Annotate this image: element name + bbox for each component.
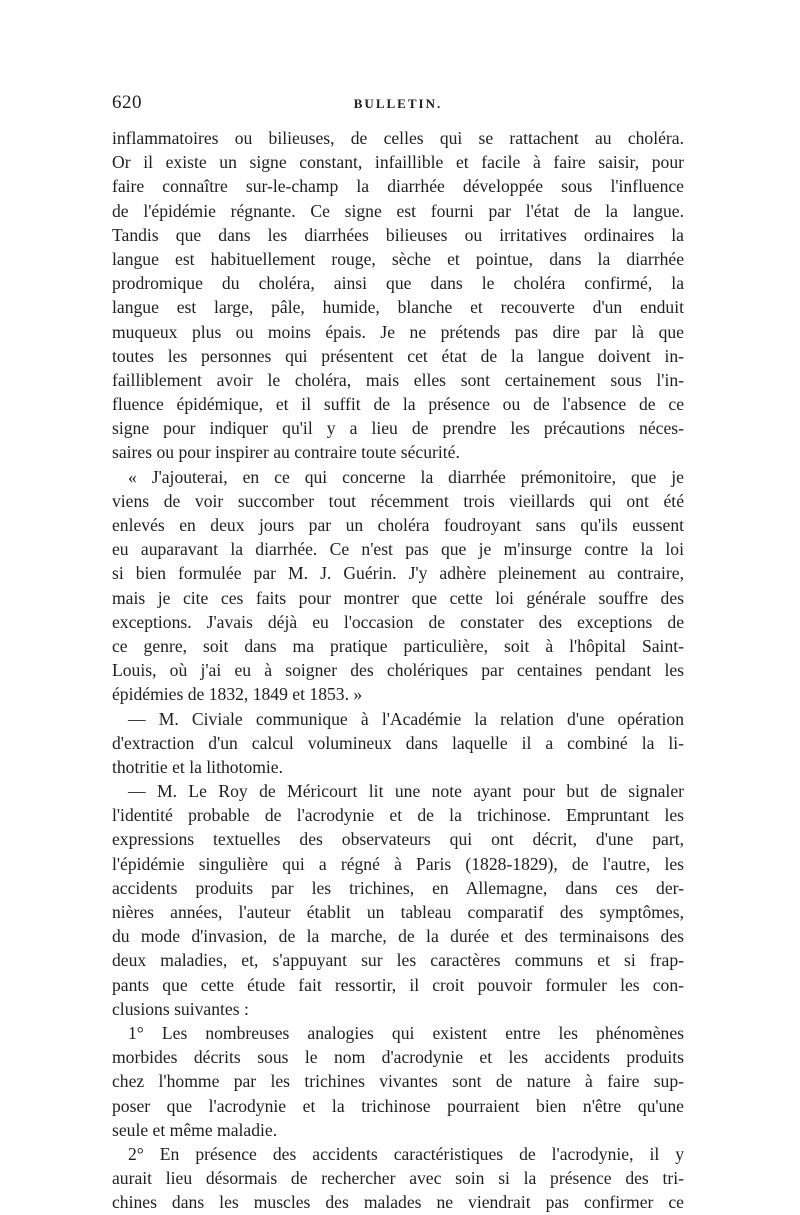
text-line: ce genre, soit dans ma pratique particulière, soit à l'hôpital Saint-: [112, 635, 684, 656]
book-page: [112, 92, 684, 1214]
page-number: 620: [112, 92, 142, 113]
text-line: clusions suivantes :: [112, 998, 249, 1019]
text-line: l'identité probable de l'acrodynie et de la trichinose. Empruntant les: [112, 805, 684, 826]
text-line: thotritie et la lithotomie.: [112, 756, 284, 777]
running-title: BULLETIN.: [353, 96, 443, 111]
running-head: [112, 92, 684, 122]
text-line: morbides décrits sous le nom d'acrodynie et les accidents produits: [112, 1047, 684, 1068]
text-line: accidents produits par les trichines, en Allemagne, dans ces der-: [112, 877, 684, 898]
text-line: d'extraction d'un calcul volumineux dans laquelle il a combiné la li-: [112, 732, 684, 753]
text-line: « J'ajouterai, en ce qui concerne la diarrhée prémonitoire, que je: [128, 466, 684, 487]
text-line: signe pour indiquer qu'il y a lieu de prendre les précautions néces-: [112, 418, 684, 439]
text-line: viens de voir succomber tout récemment trois vieillards qui ont été: [112, 490, 684, 511]
text-line: — M. Le Roy de Méricourt lit une note ayant pour but de signaler: [128, 781, 684, 802]
text-line: prodromique du choléra, ainsi que dans le choléra confirmé, la: [112, 273, 684, 294]
text-line: aurait lieu désormais de rechercher avec soin si la présence des tri-: [112, 1168, 684, 1189]
text-line: langue est habituellement rouge, sèche et pointue, dans la diarrhée: [112, 248, 684, 269]
text-line: Or il existe un signe constant, infaillible et facile à faire saisir, pour: [112, 152, 684, 173]
text-line: nières années, l'auteur établit un tableau comparatif des symptômes,: [112, 902, 684, 922]
text-line: de l'épidémie régnante. Ce signe est fourni par l'état de la langue.: [112, 200, 684, 221]
text-line: exceptions. J'avais déjà eu l'occasion de constater des exceptions de: [112, 611, 684, 632]
text-line: 2° En présence des accidents caractéristiques de l'acrodynie, il y: [128, 1143, 684, 1164]
text-line: chez l'homme par les trichines vivantes sont de nature à faire sup-: [112, 1071, 684, 1092]
text-line: 1° Les nombreuses analogies qui existent entre les phénomènes: [128, 1022, 684, 1043]
text-line: mais je cite ces faits pour montrer que cette loi générale souffre des: [112, 587, 684, 608]
text-line: si bien formulée par M. J. Guérin. J'y adhère pleinement au contraire,: [112, 563, 684, 584]
text-line: inflammatoires ou bilieuses, de celles qui se rattachent au choléra.: [112, 128, 684, 148]
text-line: faire connaître sur-le-champ la diarrhée développée sous l'influence: [112, 176, 684, 197]
text-line: enlevés en deux jours par un choléra foudroyant sans qu'ils eussent: [112, 515, 684, 535]
text-line: — M. Civiale communique à l'Académie la relation d'une opération: [128, 708, 684, 729]
text-line: seule et même maladie.: [112, 1119, 278, 1140]
text-line: poser que l'acrodynie et la trichinose pourraient bien n'être qu'une: [112, 1095, 684, 1116]
text-line: expressions textuelles des observateurs qui ont décrit, d'une part,: [112, 829, 684, 850]
text-line: failliblement avoir le choléra, mais elles sont certainement sous l'in-: [112, 369, 684, 390]
text-line: deux maladies, et, s'appuyant sur les caractères communs et si frap-: [112, 950, 684, 971]
text-line: fluence épidémique, et il suffit de la présence ou de l'absence de ce: [112, 394, 684, 415]
text-line: épidémies de 1832, 1849 et 1853. »: [112, 684, 363, 705]
text-line: chines dans les muscles des malades ne viendrait pas confirmer ce: [112, 1192, 684, 1213]
text-line: eu auparavant la diarrhée. Ce n'est pas que je m'insurge contre la loi: [112, 539, 684, 560]
text-line: Louis, où j'ai eu à soigner des cholériques par centaines pendant les: [112, 660, 684, 681]
text-line: pants que cette étude fait ressortir, il croit pouvoir formuler les con-: [112, 974, 684, 995]
text-line: langue est large, pâle, humide, blanche et recouverte d'un enduit: [112, 297, 684, 318]
text-line: Tandis que dans les diarrhées bilieuses ou irritatives ordinaires la: [112, 224, 684, 245]
body-text: [112, 126, 684, 1214]
text-line: toutes les personnes qui présentent cet état de la langue doivent in-: [112, 345, 684, 366]
text-line: l'épidémie singulière qui a régné à Paris (1828-1829), de l'autre, les: [112, 853, 684, 874]
text-line: saires ou pour inspirer au contraire toute sécurité.: [112, 442, 460, 463]
text-line: du mode d'invasion, de la marche, de la durée et des terminaisons des: [112, 926, 684, 947]
text-line: muqueux plus ou moins épais. Je ne prétends pas dire par là que: [112, 321, 684, 342]
